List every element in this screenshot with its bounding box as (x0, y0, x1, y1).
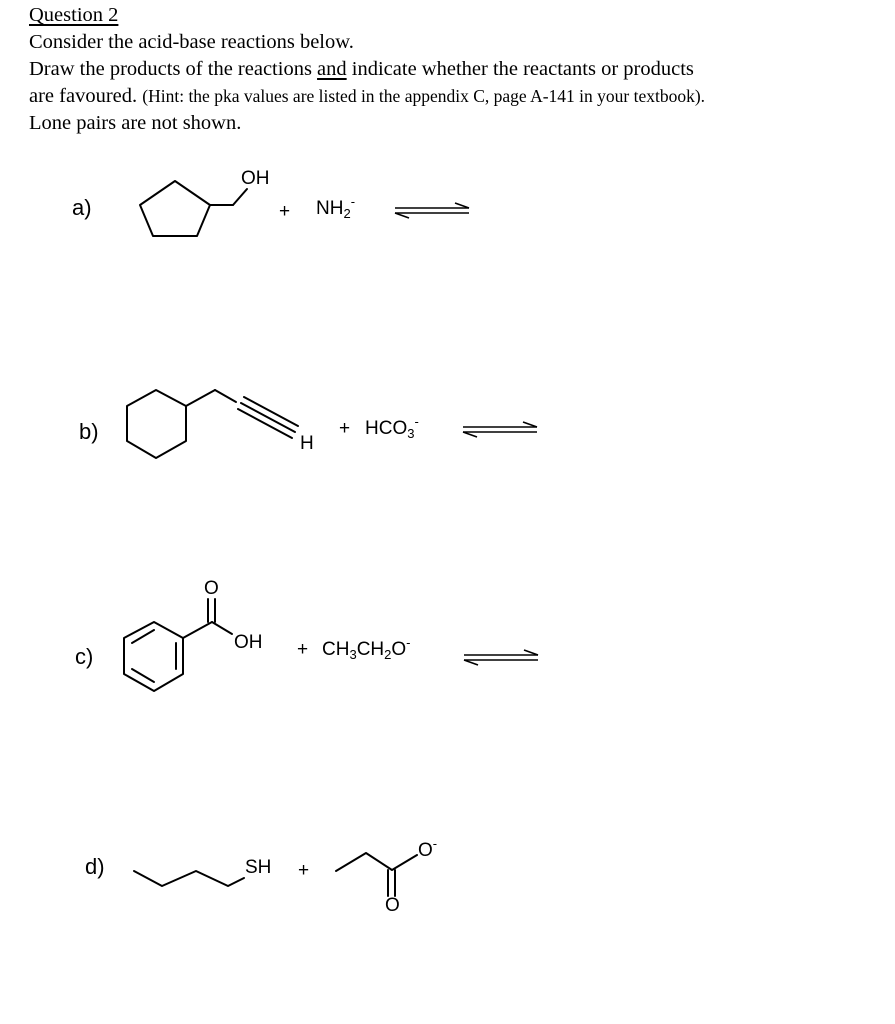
plus-sign-d: + (298, 860, 310, 881)
plus-sign-c: + (297, 639, 309, 660)
reaction-b-label: b) (79, 419, 99, 444)
hint-text: (Hint: the pka values are listed in the appendix C, page A-141 in your textbook). (142, 86, 706, 106)
thiol-label: SH (245, 857, 272, 878)
underlined-and: and (317, 58, 347, 80)
plus-sign-a: + (279, 201, 291, 222)
instruction-line-4: Lone pairs are not shown. (29, 112, 242, 134)
carbonyl-oxygen-d: O (385, 895, 400, 916)
reaction-c-label: c) (75, 644, 94, 669)
ethoxide-ion: $CH_3CH_2O^-$ (322, 635, 411, 662)
bicarbonate-ion: $HCO_3^-$ (365, 414, 419, 441)
reaction-a-label: a) (72, 195, 92, 220)
amide-ion: $NH_2^-$ (316, 194, 356, 221)
plus-sign-b: + (339, 418, 351, 439)
butanethiol-structure (134, 871, 244, 886)
equilibrium-arrow-a (395, 203, 469, 218)
instruction-line-2: Draw the products of the reactions and indicate whether the reactants or products (29, 58, 694, 80)
equilibrium-arrow-c (464, 650, 538, 665)
phenylacetic-acid-structure (124, 599, 232, 691)
cyclopentylmethanol-structure (140, 181, 247, 236)
hydroxyl-label-c: OH (234, 632, 263, 653)
carboxylate-oxygen-minus: O- (418, 836, 438, 861)
hydroxyl-label-a: OH (241, 168, 270, 189)
instruction-line-1: Consider the acid-base reactions below. (29, 31, 354, 53)
reaction-d-label: d) (85, 854, 105, 879)
instruction-line-3: are favoured. (Hint: the pka values are listed in the appendix C, page A-141 in your textbook). (29, 85, 706, 107)
carbonyl-oxygen-c: O (204, 578, 219, 599)
propanoate-structure (336, 853, 417, 896)
equilibrium-arrow-b (463, 422, 537, 437)
cyclohexylpropyne-structure (127, 390, 298, 458)
question-title: Question 2 (29, 4, 119, 26)
terminal-h-label: H (300, 433, 314, 454)
